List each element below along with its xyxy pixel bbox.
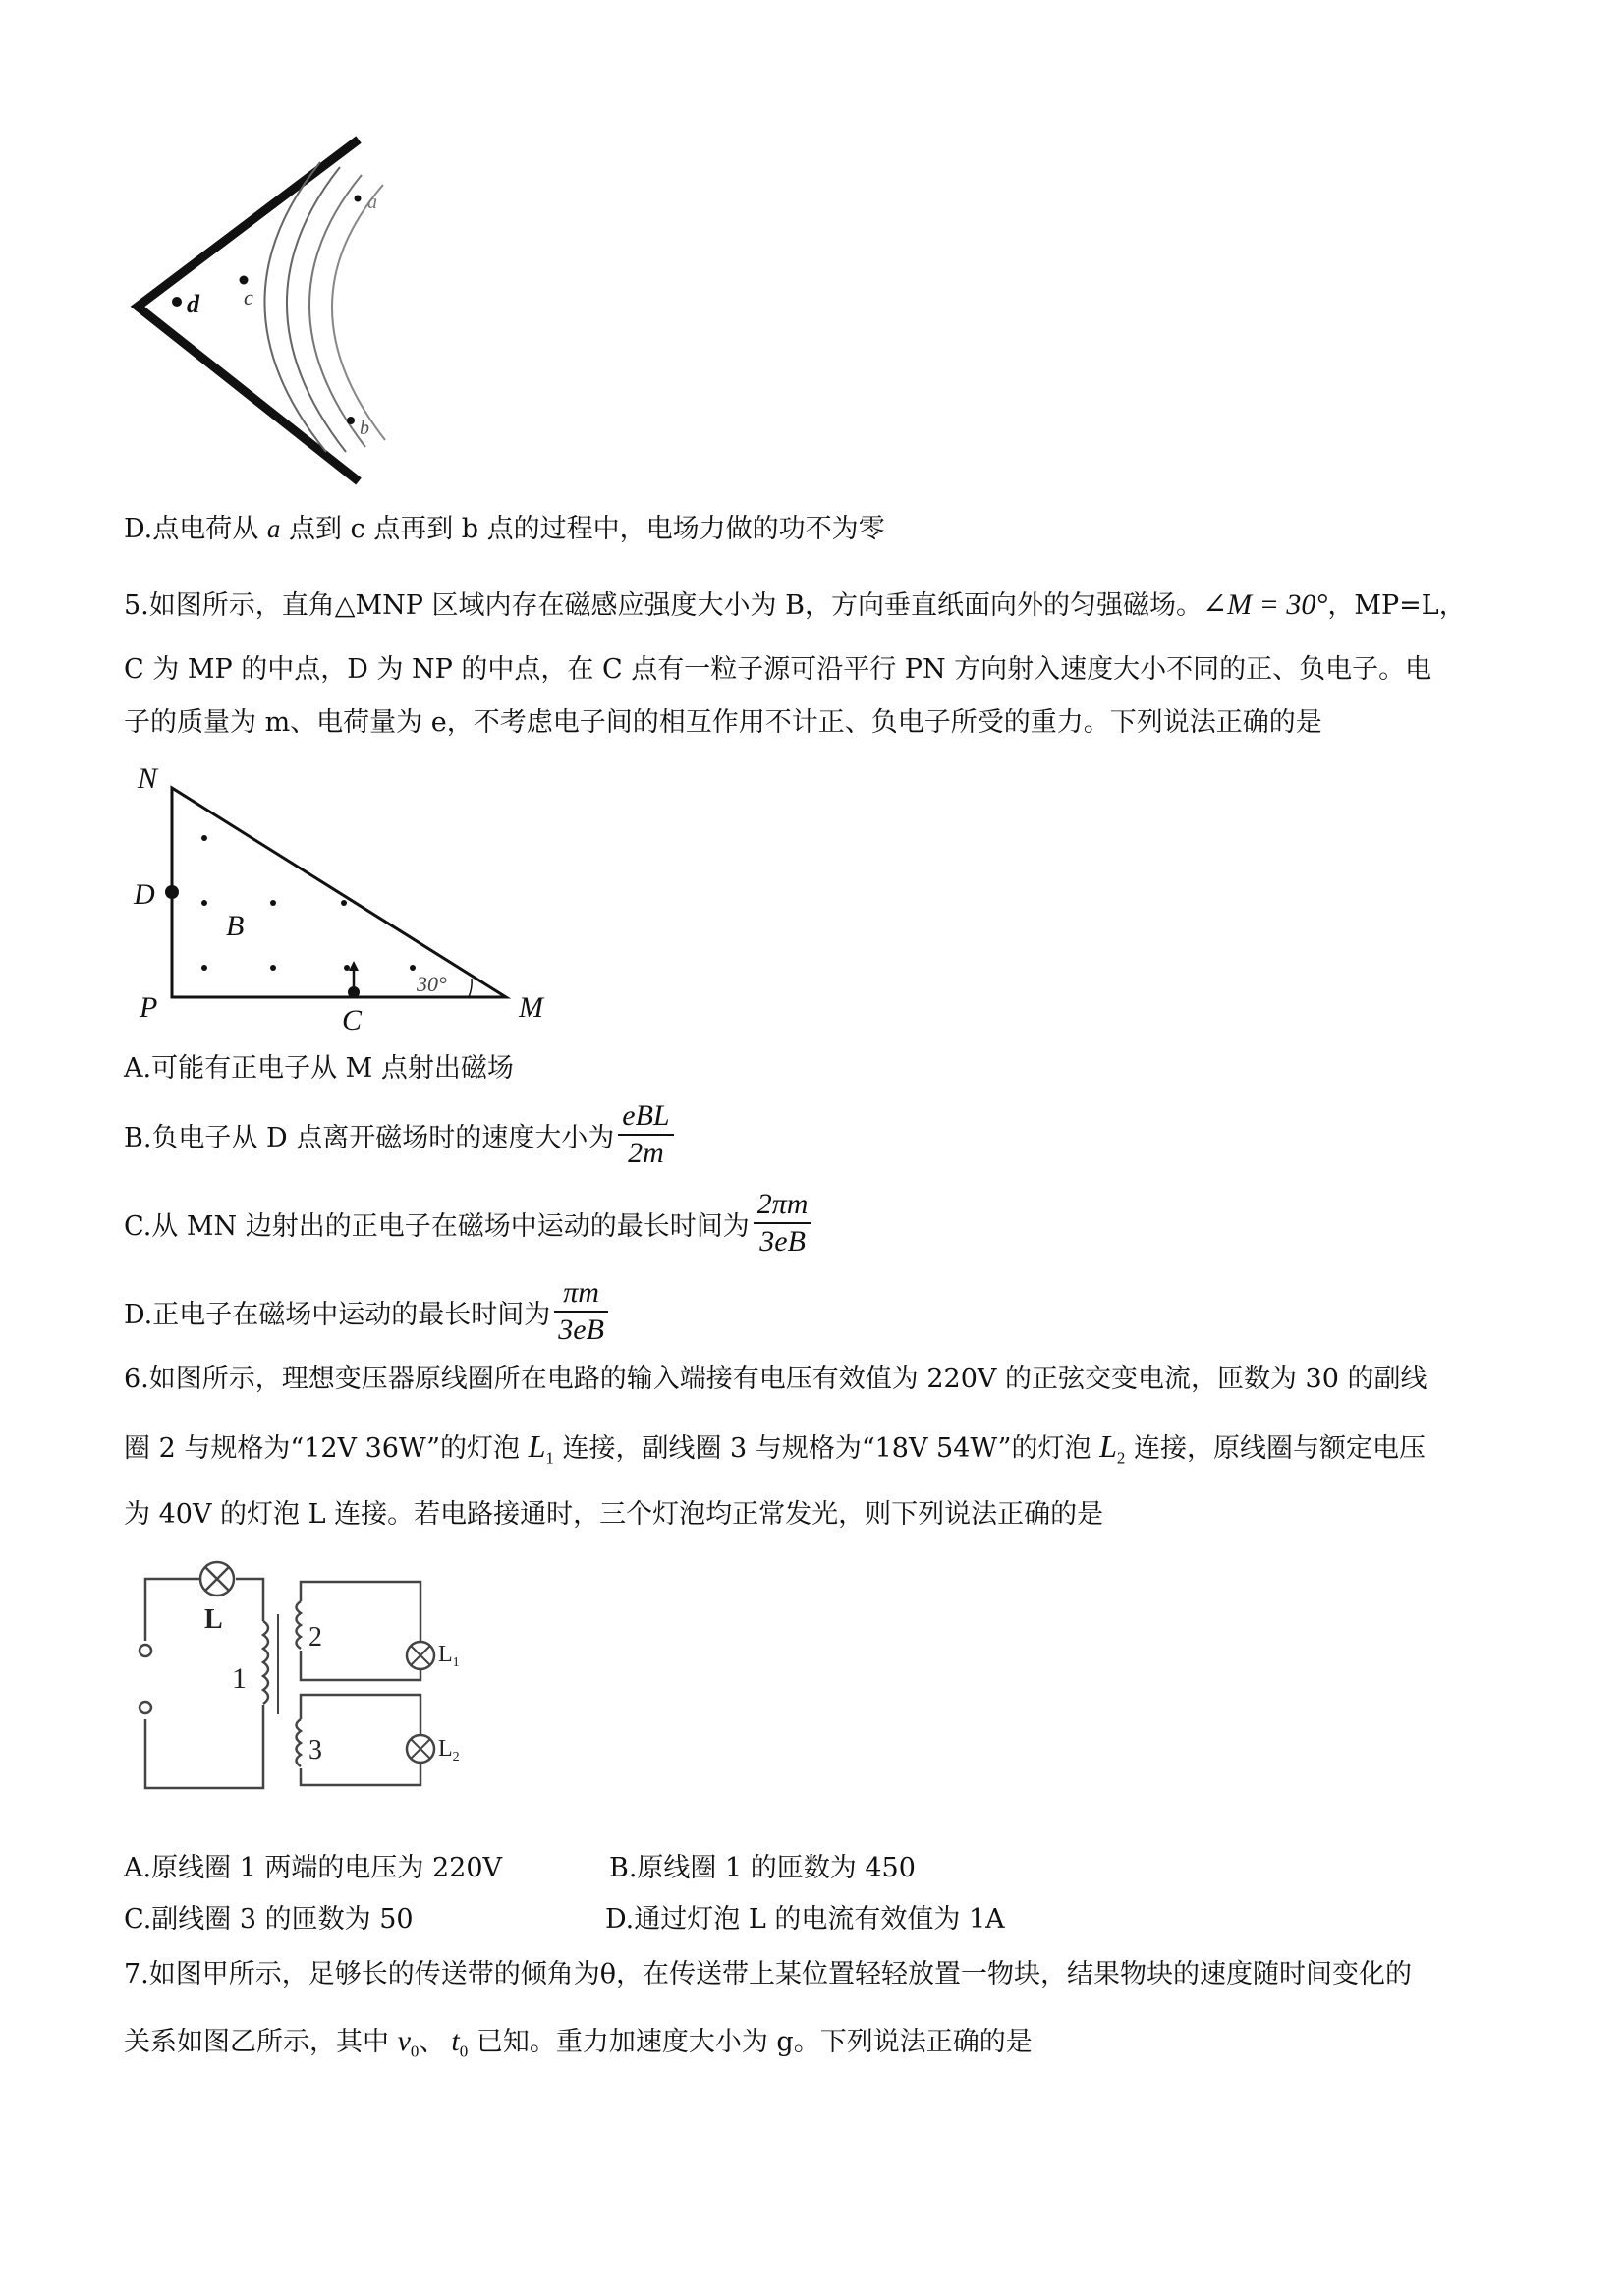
angle-label: 30° [417, 972, 447, 996]
label-b: B [226, 910, 245, 942]
q5-option-d: D.正电子在磁场中运动的最长时间为 $\frac{\pi m}{3eB}$ [124, 1275, 608, 1348]
q5-stem-line-1: 5.如图所示，直角△MNP 区域内存在磁感应强度大小为 B，方向垂直纸面向外的匀强磁场。∠M = 30°，MP=L， [124, 588, 1466, 621]
q6-stem-line-1: 6.如图所示，理想变压器原线圈所在电路的输入端接有电压有效值为 220V 的正弦交变电流，匝数为 30 的副线 [124, 1364, 1427, 1394]
q6-option-b: B.原线圈 1 的匝数为 450 [609, 1853, 916, 1883]
label-coil-2: 2 [308, 1622, 322, 1652]
secondary-coil-2 [297, 1601, 302, 1649]
point-c [348, 986, 360, 998]
primary-wire [145, 1705, 263, 1788]
label-l1: $L_1$ [438, 1642, 460, 1670]
point-a [355, 196, 362, 202]
point-d [172, 297, 182, 307]
fraction-2pim-over-3eb: $\frac{2\pi m}{3eB}$ [754, 1187, 812, 1260]
label-b: b [360, 418, 369, 439]
field-dot [270, 965, 276, 971]
input-terminal [140, 1702, 151, 1713]
angle-arc [469, 979, 472, 997]
point-b [347, 417, 355, 424]
label-a: a [367, 192, 377, 213]
angle-expression: ∠M = 30° [1202, 588, 1328, 621]
field-dot [201, 900, 207, 906]
source-arrowhead [349, 961, 359, 971]
label-p: P [140, 991, 158, 1024]
field-dot [344, 965, 350, 971]
label-n: N [138, 766, 158, 795]
label-d: D [134, 878, 155, 911]
label-c: c [244, 285, 253, 309]
fraction-ebl-over-2m: $\frac{\text{eBL}}{2m}$ [618, 1098, 673, 1171]
point-c [240, 276, 249, 285]
q5-stem-line-3: 子的质量为 m、电荷量为 e，不考虑电子间的相互作用不计正、负电子所受的重力。下列说法正确的是 [124, 707, 1322, 738]
q5-option-b: B.负电子从 D 点离开磁场时的速度大小为 $\frac{\text{eBL}}{2m}$ [124, 1098, 674, 1171]
label-coil-1: 1 [232, 1662, 247, 1695]
label-coil-3: 3 [308, 1735, 322, 1765]
field-dot [341, 900, 347, 906]
label-l: L [204, 1604, 223, 1635]
q5-option-c: C.从 MN 边射出的正电子在磁场中运动的最长时间为 $\frac{2\pi m}{3eB}$ [124, 1187, 812, 1260]
field-dot [270, 900, 276, 906]
field-dot [410, 965, 416, 971]
transformer-circuit-figure [126, 1557, 499, 1818]
q6-option-d: D.通过灯泡 L 的电流有效值为 1A [605, 1904, 1005, 1934]
field-line-3 [309, 175, 365, 447]
label-d: d [187, 290, 199, 318]
label-c: C [342, 1004, 363, 1036]
secondary-coil-3 [297, 1719, 302, 1766]
fraction-pim-over-3eb: $\frac{\pi m}{3eB}$ [554, 1275, 608, 1348]
primary-coil-1 [263, 1621, 268, 1704]
q5-stem-line-2: C 为 MP 的中点，D 为 NP 的中点，在 C 点有一粒子源可沿平行 PN 方向射入速度大小不同的正、负电子。电 [124, 654, 1432, 685]
q6-option-c: C.副线圈 3 的匝数为 50 [124, 1904, 414, 1934]
q7-stem-line-2: 关系如图乙所示，其中 $v_0$、 $t_0$ 已知。重力加速度大小为 g。下列说法正确的是 [124, 2025, 1033, 2061]
field-dot [201, 965, 207, 971]
secondary-3-wire [301, 1764, 420, 1785]
q6-option-a: A.原线圈 1 两端的电压为 220V [124, 1853, 503, 1883]
q5-option-a: A.可能有正电子从 M 点射出磁场 [124, 1053, 514, 1084]
electric-field-figure [118, 128, 413, 491]
triangle-mnp-figure [128, 766, 570, 1036]
q7-stem-line-1: 7.如图甲所示，足够长的传送带的倾角为θ，在传送带上某位置轻轻放置一物块，结果物块的速度随时间变化的 [124, 1959, 1413, 1989]
q6-stem-line-3: 为 40V 的灯泡 L 连接。若电路接通时，三个灯泡均正常发光，则下列说法正确的是 [124, 1499, 1104, 1530]
primary-wire [236, 1579, 263, 1621]
v-plate [138, 140, 359, 481]
primary-wire [145, 1579, 199, 1641]
q4-option-d: D.点电荷从 a 点到 c 点再到 b 点的过程中，电场力做的功不为零 [124, 514, 885, 544]
label-l2: $L_2$ [438, 1736, 460, 1764]
field-line-4 [332, 185, 385, 440]
triangle-outline [172, 788, 506, 997]
point-d [165, 885, 179, 899]
q6-stem-line-2: 圈 2 与规格为“12V 36W”的灯泡 $L_1$ 连接，副线圈 3 与规格为“18V 54W”的灯泡 $L_2$ 连接，原线圈与额定电压 [124, 1428, 1426, 1468]
input-terminal [140, 1645, 151, 1656]
secondary-2-wire [301, 1651, 420, 1680]
field-dot [201, 835, 207, 841]
label-m: M [519, 991, 543, 1024]
secondary-3-wire [301, 1695, 420, 1734]
